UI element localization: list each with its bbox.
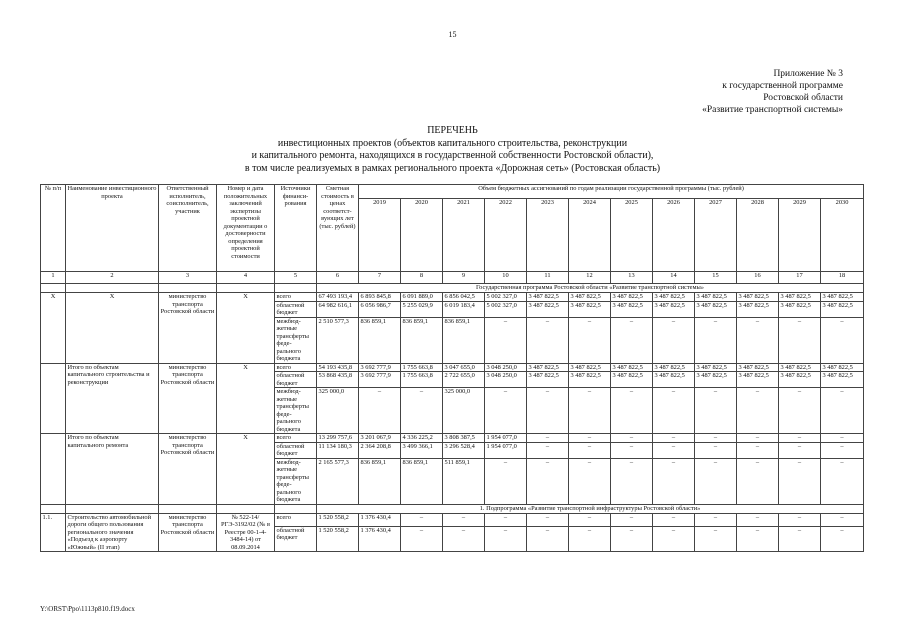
cell-year-value: 3 487 822,5 bbox=[737, 301, 779, 317]
cell-year-value: 511 859,1 bbox=[443, 458, 485, 504]
column-number: 8 bbox=[401, 272, 443, 284]
header-year: 2023 bbox=[527, 199, 569, 272]
cell-year-value: – bbox=[569, 526, 611, 551]
table-body bbox=[41, 284, 864, 552]
cell-doc: X bbox=[217, 293, 275, 364]
cell-year-value: – bbox=[737, 317, 779, 363]
cell-cost: 64 982 616,1 bbox=[317, 301, 359, 317]
appendix-line: к государственной программе bbox=[722, 81, 843, 91]
cell-year-value: – bbox=[737, 458, 779, 504]
cell-year-value: – bbox=[611, 458, 653, 504]
header-year: 2019 bbox=[359, 199, 401, 272]
cell-year-value: 3 487 822,5 bbox=[569, 301, 611, 317]
cell-year-value: 3 296 528,4 bbox=[443, 442, 485, 458]
cell-year-value: 3 487 822,5 bbox=[527, 301, 569, 317]
table-row bbox=[41, 434, 864, 443]
cell-year-value: 3 692 777,9 bbox=[359, 372, 401, 388]
cell-year-value: – bbox=[737, 442, 779, 458]
cell-year-value: – bbox=[779, 526, 821, 551]
cell-year-value: – bbox=[737, 434, 779, 443]
cell-year-value: 325 000,0 bbox=[443, 388, 485, 434]
cell-cost: 325 000,0 bbox=[317, 388, 359, 434]
table-row bbox=[41, 363, 864, 372]
cell-year-value: 1 376 430,4 bbox=[359, 526, 401, 551]
cell-year-value: – bbox=[569, 442, 611, 458]
cell-cost: 13 299 757,6 bbox=[317, 434, 359, 443]
header-year: 2026 bbox=[653, 199, 695, 272]
program-title: Государственная программа Ростовской области «Развитие транспортной системы» bbox=[317, 284, 864, 293]
column-number: 3 bbox=[159, 272, 217, 284]
cell-source: всего bbox=[275, 434, 317, 443]
cell-year-value: – bbox=[779, 434, 821, 443]
cell-year-value: 3 487 822,5 bbox=[653, 372, 695, 388]
cell-year-value: 3 487 822,5 bbox=[695, 301, 737, 317]
cell-year-value: 4 336 225,2 bbox=[401, 434, 443, 443]
cell-executor: министерство транспорта Ростовской области bbox=[159, 293, 217, 364]
column-number: 17 bbox=[779, 272, 821, 284]
cell-year-value: – bbox=[527, 388, 569, 434]
cell-year-value: – bbox=[611, 388, 653, 434]
cell-year-value: 3 487 822,5 bbox=[779, 372, 821, 388]
cell-year-value: 3 499 366,1 bbox=[401, 442, 443, 458]
column-number: 13 bbox=[611, 272, 653, 284]
cell-year-value: – bbox=[485, 458, 527, 504]
column-number: 14 bbox=[653, 272, 695, 284]
cell-year-value: 1 954 077,0 bbox=[485, 434, 527, 443]
appendix-line: Приложение № 3 bbox=[773, 69, 843, 79]
cell-year-value: – bbox=[359, 388, 401, 434]
investment-projects-table bbox=[40, 184, 864, 552]
cell-year-value: 6 091 889,0 bbox=[401, 293, 443, 302]
cell-year-value: – bbox=[695, 513, 737, 526]
header-year: 2024 bbox=[569, 199, 611, 272]
cell-year-value: 3 487 822,5 bbox=[611, 293, 653, 302]
cell-year-value: 3 487 822,5 bbox=[527, 372, 569, 388]
cell-year-value: – bbox=[527, 434, 569, 443]
cell-year-value: 3 201 067,9 bbox=[359, 434, 401, 443]
cell-year-value: 836 859,1 bbox=[443, 317, 485, 363]
title-heading: ПЕРЕЧЕНЬ bbox=[427, 125, 478, 136]
cell-year-value: 5 002 327,0 bbox=[485, 293, 527, 302]
cell-doc: X bbox=[217, 363, 275, 434]
cell-year-value: – bbox=[821, 526, 864, 551]
cell-year-value: 2 722 655,0 bbox=[443, 372, 485, 388]
table-row bbox=[41, 293, 864, 302]
cell-year-value: – bbox=[821, 388, 864, 434]
cell-year-value: – bbox=[611, 513, 653, 526]
title-line: инвестиционных проектов (объектов капитального строительства, реконструкции bbox=[277, 137, 628, 149]
cell-source: межбюд-жетные трансферты феде-рального бюджета bbox=[275, 317, 317, 363]
cell-num: X bbox=[41, 293, 66, 364]
column-number: 12 bbox=[569, 272, 611, 284]
header-year: 2022 bbox=[485, 199, 527, 272]
cell-year-value: 1 755 663,8 bbox=[401, 372, 443, 388]
cell-year-value: – bbox=[653, 513, 695, 526]
cell-year-value: 1 954 077,0 bbox=[485, 442, 527, 458]
cell-cost: 1 520 558,2 bbox=[317, 513, 359, 526]
column-number: 6 bbox=[317, 272, 359, 284]
cell-year-value: – bbox=[653, 458, 695, 504]
cell-year-value: 3 487 822,5 bbox=[779, 301, 821, 317]
cell-source: областной бюджет bbox=[275, 526, 317, 551]
column-number: 11 bbox=[527, 272, 569, 284]
cell-year-value: 3 487 822,5 bbox=[779, 293, 821, 302]
cell-num bbox=[41, 363, 66, 434]
header-year: 2025 bbox=[611, 199, 653, 272]
appendix-line: Ростовской области bbox=[763, 93, 843, 103]
cell-year-value: – bbox=[569, 317, 611, 363]
cell-year-value: – bbox=[821, 442, 864, 458]
cell-year-value: – bbox=[695, 317, 737, 363]
cell-year-value: – bbox=[485, 317, 527, 363]
cell-cost: 67 493 193,4 bbox=[317, 293, 359, 302]
cell-year-value: 836 859,1 bbox=[359, 317, 401, 363]
column-number: 2 bbox=[66, 272, 159, 284]
subprogram-title: 1. Подпрограмма «Развитие транспортной инфраструктуры Ростовской области» bbox=[317, 504, 864, 513]
cell-year-value: 3 487 822,5 bbox=[569, 372, 611, 388]
column-number: 7 bbox=[359, 272, 401, 284]
cell-year-value: – bbox=[779, 442, 821, 458]
cell-cost: 1 520 558,2 bbox=[317, 526, 359, 551]
cell-doc: X bbox=[217, 434, 275, 505]
cell-source: всего bbox=[275, 293, 317, 302]
cell-year-value: 3 487 822,5 bbox=[821, 293, 864, 302]
program-title-row bbox=[41, 284, 864, 293]
title-line: в том числе реализуемых в рамках регионального проекта «Дорожная сеть» (Ростовская область) bbox=[244, 162, 661, 174]
footer-file-path: Y:\ORST\Ppo\1113p810.f19.docx bbox=[40, 605, 135, 613]
header-year: 2021 bbox=[443, 199, 485, 272]
column-number: 4 bbox=[217, 272, 275, 284]
cell-year-value: 3 487 822,5 bbox=[569, 293, 611, 302]
cell-source: межбюд-жетные трансферты феде-рального бюджета bbox=[275, 458, 317, 504]
cell-name: Итого по объектам капитального строительства и реконструкции bbox=[66, 363, 159, 434]
appendix-line: «Развитие транспортной системы» bbox=[702, 105, 843, 115]
subprogram-title-row bbox=[41, 504, 864, 513]
cell-year-value: 3 487 822,5 bbox=[779, 363, 821, 372]
header-executor: Ответственный исполнитель, соисполнитель, участник bbox=[159, 185, 217, 272]
cell-year-value: 3 487 822,5 bbox=[569, 363, 611, 372]
cell-year-value: – bbox=[779, 458, 821, 504]
cell-year-value: – bbox=[569, 388, 611, 434]
cell-year-value: 3 048 250,0 bbox=[485, 372, 527, 388]
cell-year-value: 3 487 822,5 bbox=[821, 372, 864, 388]
cell-name: Строительство автомобильной дороги общего пользования регионального значения «Подъезд к аэропорту «Южный» (II этап) bbox=[66, 513, 159, 552]
cell-year-value: – bbox=[821, 434, 864, 443]
cell-year-value: 1 755 663,8 bbox=[401, 363, 443, 372]
cell-year-value: – bbox=[653, 526, 695, 551]
cell-year-value: – bbox=[779, 513, 821, 526]
cell-year-value: – bbox=[443, 513, 485, 526]
cell-year-value: 3 487 822,5 bbox=[611, 301, 653, 317]
cell-year-value: – bbox=[485, 513, 527, 526]
cell-source: областной бюджет bbox=[275, 372, 317, 388]
column-number: 1 bbox=[41, 272, 66, 284]
cell-source: областной бюджет bbox=[275, 301, 317, 317]
cell-year-value: – bbox=[779, 317, 821, 363]
appendix-block bbox=[623, 68, 843, 116]
cell-year-value: 1 376 430,4 bbox=[359, 513, 401, 526]
cell-num bbox=[41, 434, 66, 505]
cell-year-value: – bbox=[653, 388, 695, 434]
cell-year-value: 6 019 183,4 bbox=[443, 301, 485, 317]
column-number: 5 bbox=[275, 272, 317, 284]
column-number: 15 bbox=[695, 272, 737, 284]
header-year: 2029 bbox=[779, 199, 821, 272]
cell-source: областной бюджет bbox=[275, 442, 317, 458]
cell-year-value: – bbox=[569, 434, 611, 443]
cell-name: Итого по объектам капитального ремонта bbox=[66, 434, 159, 505]
cell-year-value: 6 893 845,8 bbox=[359, 293, 401, 302]
cell-year-value: 3 487 822,5 bbox=[695, 293, 737, 302]
table-row bbox=[41, 513, 864, 526]
cell-year-value: 2 364 208,8 bbox=[359, 442, 401, 458]
title-line: и капитального ремонта, находящихся в государственной собственности Ростовской области), bbox=[251, 150, 654, 161]
column-number: 10 bbox=[485, 272, 527, 284]
cell-year-value: 3 487 822,5 bbox=[527, 293, 569, 302]
cell-year-value: – bbox=[737, 388, 779, 434]
cell-year-value: – bbox=[653, 442, 695, 458]
cell-source: всего bbox=[275, 513, 317, 526]
cell-year-value: – bbox=[653, 434, 695, 443]
header-volume: Объем бюджетных ассигнований по годам реализации государственной программы (тыс. рублей) bbox=[359, 185, 864, 199]
cell-year-value: – bbox=[779, 388, 821, 434]
cell-year-value: – bbox=[695, 526, 737, 551]
cell-source: всего bbox=[275, 363, 317, 372]
cell-year-value: 3 487 822,5 bbox=[611, 363, 653, 372]
header-year: 2030 bbox=[821, 199, 864, 272]
header-year: 2028 bbox=[737, 199, 779, 272]
cell-year-value: – bbox=[611, 434, 653, 443]
cell-source: межбюд-жетные трансферты феде-рального бюджета bbox=[275, 388, 317, 434]
cell-year-value: – bbox=[527, 526, 569, 551]
cell-year-value: 3 487 822,5 bbox=[695, 363, 737, 372]
cell-year-value: 3 487 822,5 bbox=[653, 293, 695, 302]
cell-cost: 11 134 180,3 bbox=[317, 442, 359, 458]
column-number: 9 bbox=[443, 272, 485, 284]
column-number: 16 bbox=[737, 272, 779, 284]
cell-year-value: – bbox=[737, 513, 779, 526]
cell-cost: 2 165 577,3 bbox=[317, 458, 359, 504]
cell-year-value: – bbox=[821, 513, 864, 526]
cell-year-value: 3 692 777,9 bbox=[359, 363, 401, 372]
cell-year-value: – bbox=[443, 526, 485, 551]
header-doc: Номер и дата положительных заключений экспертизы проектной документации о достоверности определения проектной стоимости bbox=[217, 185, 275, 272]
column-number: 18 bbox=[821, 272, 864, 284]
table-header bbox=[41, 185, 864, 284]
cell-year-value: – bbox=[611, 526, 653, 551]
cell-year-value: – bbox=[569, 513, 611, 526]
cell-year-value: – bbox=[485, 526, 527, 551]
cell-year-value: 3 487 822,5 bbox=[527, 363, 569, 372]
cell-year-value: 6 856 042,5 bbox=[443, 293, 485, 302]
cell-year-value: – bbox=[569, 458, 611, 504]
cell-year-value: 3 487 822,5 bbox=[653, 301, 695, 317]
cell-year-value: 3 487 822,5 bbox=[611, 372, 653, 388]
cell-year-value: – bbox=[527, 513, 569, 526]
cell-year-value: 5 255 029,9 bbox=[401, 301, 443, 317]
cell-year-value: 3 487 822,5 bbox=[737, 372, 779, 388]
page-number: 15 bbox=[448, 30, 457, 39]
cell-year-value: – bbox=[527, 458, 569, 504]
cell-year-value: – bbox=[821, 317, 864, 363]
cell-cost: 53 868 435,8 bbox=[317, 372, 359, 388]
cell-executor: министерство транспорта Ростовской области bbox=[159, 363, 217, 434]
cell-year-value: – bbox=[527, 442, 569, 458]
header-num: № п/п bbox=[41, 185, 66, 272]
cell-year-value: – bbox=[695, 388, 737, 434]
cell-year-value: 5 002 327,0 bbox=[485, 301, 527, 317]
cell-year-value: – bbox=[695, 442, 737, 458]
cell-executor: министерство транспорта Ростовской области bbox=[159, 513, 217, 552]
cell-year-value: 3 487 822,5 bbox=[695, 372, 737, 388]
cell-doc: № 522-14/РГЭ-3192/02 (№ в Реестре 00-1-4-3484-14) от 08.09.2014 bbox=[217, 513, 275, 552]
cell-cost: 54 193 435,8 bbox=[317, 363, 359, 372]
cell-year-value: – bbox=[737, 526, 779, 551]
cell-year-value: 3 808 387,5 bbox=[443, 434, 485, 443]
cell-year-value: 3 487 822,5 bbox=[653, 363, 695, 372]
cell-year-value: – bbox=[611, 317, 653, 363]
cell-year-value: 836 859,1 bbox=[401, 458, 443, 504]
header-name: Наименование инвестиционного проекта bbox=[66, 185, 159, 272]
cell-year-value: – bbox=[527, 317, 569, 363]
cell-year-value: – bbox=[695, 434, 737, 443]
cell-year-value: – bbox=[485, 388, 527, 434]
header-year: 2027 bbox=[695, 199, 737, 272]
cell-year-value: 3 487 822,5 bbox=[737, 363, 779, 372]
cell-executor: министерство транспорта Ростовской области bbox=[159, 434, 217, 505]
cell-year-value: – bbox=[611, 442, 653, 458]
cell-year-value: 3 487 822,5 bbox=[821, 301, 864, 317]
cell-year-value: – bbox=[653, 317, 695, 363]
cell-year-value: 836 859,1 bbox=[359, 458, 401, 504]
cell-year-value: – bbox=[401, 526, 443, 551]
cell-year-value: 836 859,1 bbox=[401, 317, 443, 363]
cell-year-value: 3 048 250,0 bbox=[485, 363, 527, 372]
cell-name: X bbox=[66, 293, 159, 364]
cell-year-value: 3 487 822,5 bbox=[821, 363, 864, 372]
cell-year-value: – bbox=[401, 513, 443, 526]
document-title bbox=[0, 125, 905, 175]
header-year: 2020 bbox=[401, 199, 443, 272]
cell-year-value: 3 047 655,0 bbox=[443, 363, 485, 372]
cell-year-value: – bbox=[821, 458, 864, 504]
cell-year-value: – bbox=[695, 458, 737, 504]
header-source: Источники финанси-рования bbox=[275, 185, 317, 272]
cell-year-value: 3 487 822,5 bbox=[737, 293, 779, 302]
cell-num: 1.1. bbox=[41, 513, 66, 552]
cell-year-value: – bbox=[401, 388, 443, 434]
cell-year-value: 6 056 986,7 bbox=[359, 301, 401, 317]
header-cost: Сметная стоимость в ценах соответст-вующих лет (тыс. рублей) bbox=[317, 185, 359, 272]
cell-cost: 2 510 577,3 bbox=[317, 317, 359, 363]
